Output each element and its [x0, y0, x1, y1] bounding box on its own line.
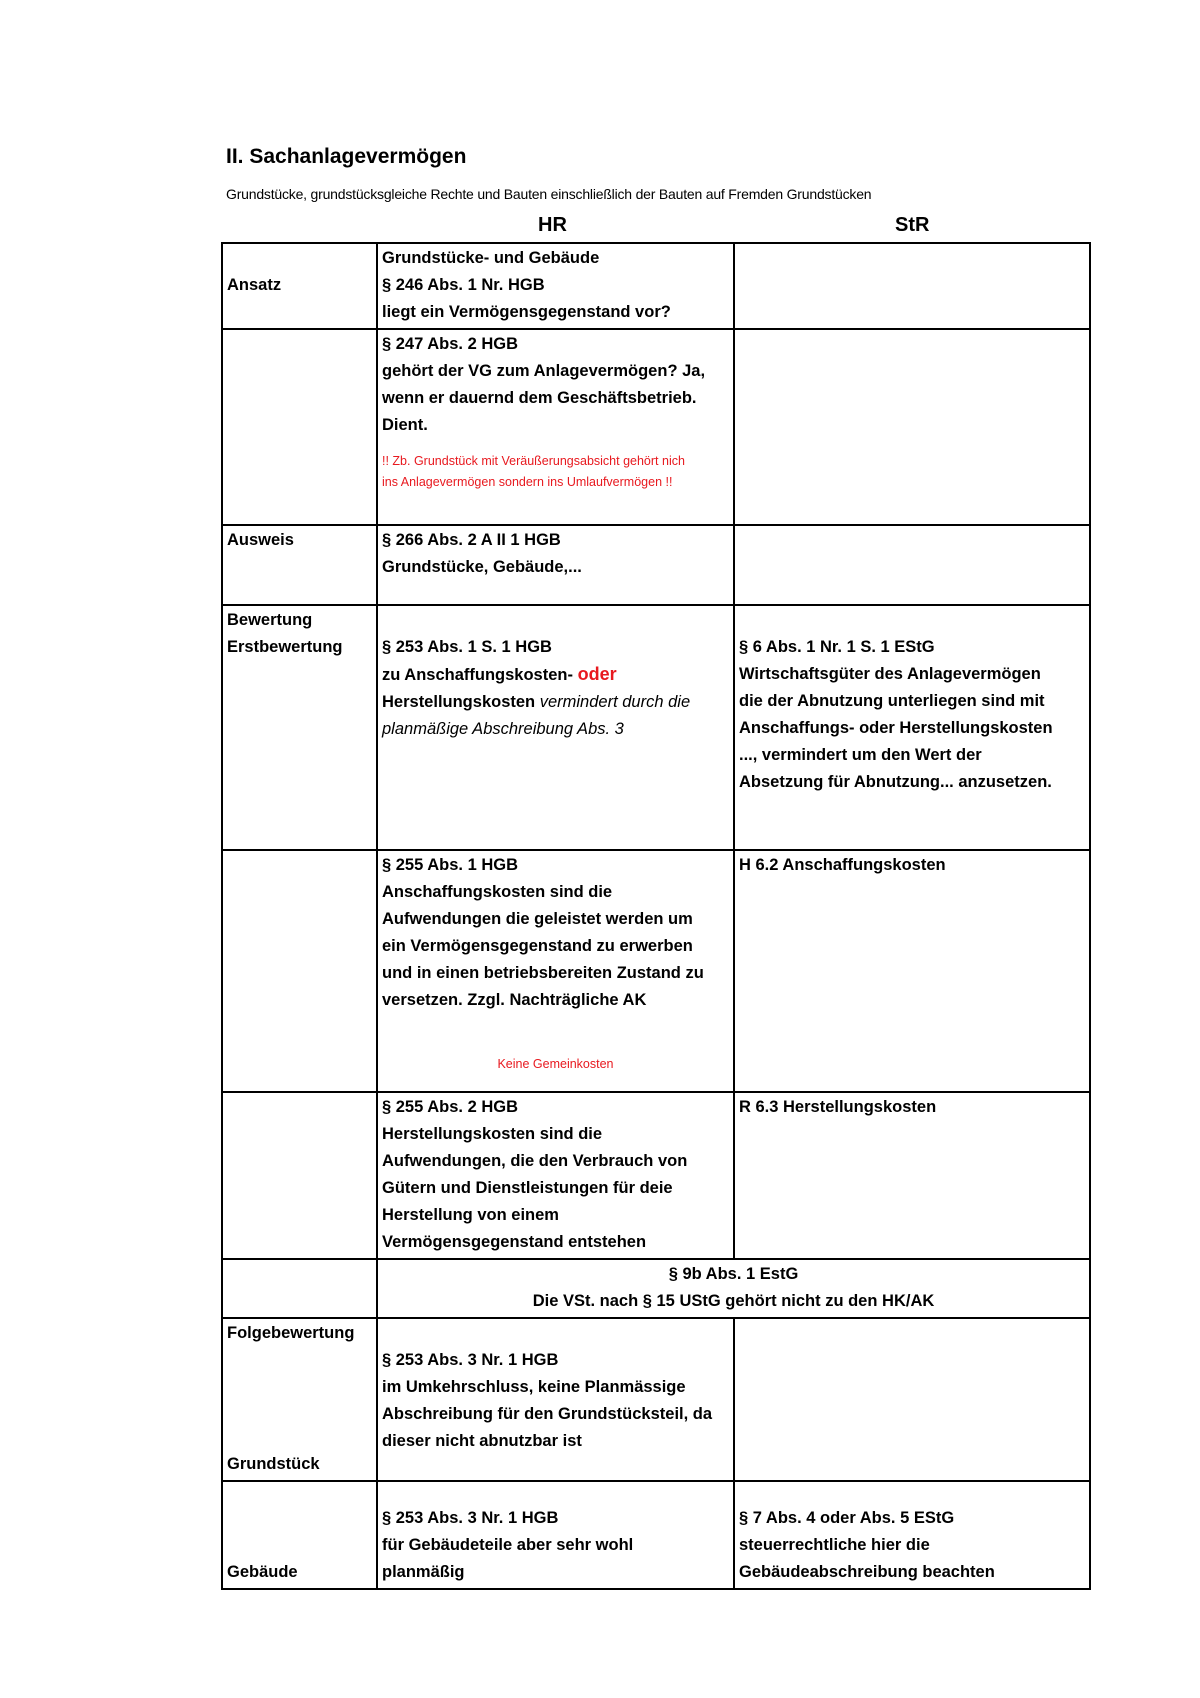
cell-gebaeude-str: [734, 1481, 1090, 1589]
cell-line: Anschaffungskosten sind die: [382, 883, 613, 901]
cell-line: § 247 Abs. 2 HGB: [382, 335, 519, 353]
cell-gebaeude-hr: [377, 1481, 734, 1589]
row-label-gebaeude: [222, 1481, 377, 1589]
row-label-folgebewertung: [222, 1318, 377, 1481]
row-label-ansatz: [222, 243, 377, 329]
cell-line: § 7 Abs. 4 oder Abs. 5 EStG: [739, 1509, 955, 1527]
cell-line: Gebäudeabschreibung beachten: [739, 1563, 995, 1581]
cell-line: Abschreibung für den Grundstücksteil, da: [382, 1405, 713, 1423]
cell-line: Absetzung für Abnutzung... anzusetzen.: [739, 773, 1052, 791]
cell-line: § 253 Abs. 3 Nr. 1 HGB: [382, 1351, 559, 1369]
cell-line: § 9b Abs. 1 EstG: [668, 1265, 799, 1283]
cell-italic-text: planmäßige Abschreibung Abs. 3: [382, 720, 624, 738]
cell-line: § 246 Abs. 1 Nr. HGB: [382, 276, 545, 294]
cell-line: die der Abnutzung unterliegen sind mit: [739, 692, 1045, 710]
cell-line: dieser nicht abnutzbar ist: [382, 1432, 582, 1450]
cell-line: für Gebäudeteile aber sehr wohl: [382, 1536, 634, 1554]
cell-grundstueck-hr: [377, 1318, 734, 1481]
row-label-empty: [222, 329, 377, 525]
cell-line: liegt ein Vermögensgegenstand vor?: [382, 303, 671, 321]
cell-line: [382, 689, 729, 716]
cell-line: Herstellung von einem: [382, 1206, 559, 1224]
cell-line: § 255 Abs. 2 HGB: [382, 1098, 519, 1116]
row-label-empty: [222, 1092, 377, 1259]
cell-line: Grundstücke, Gebäude,...: [382, 558, 582, 576]
cell-line: [382, 661, 729, 689]
cell-ansatz-hr: [377, 243, 734, 329]
row-label-empty: [222, 850, 377, 1092]
cell-ausweis-hr: [377, 525, 734, 605]
cell-line: Aufwendungen, die den Verbrauch von: [382, 1152, 688, 1170]
table-row-ausweis: [222, 525, 1090, 605]
page-subtitle: Grundstücke, grundstücksgleiche Rechte und Bauten einschließlich der Bauten auf Fremden Grundstücken: [226, 186, 872, 202]
row-label-text: Grundstück: [227, 1455, 320, 1473]
row-label-text: Erstbewertung: [227, 638, 343, 656]
cell-anschaffung-hr: [377, 850, 734, 1092]
row-label-text: Bewertung: [227, 611, 313, 629]
cell-italic-text: vermindert durch die: [539, 693, 691, 711]
cell-erstbewertung-str: [734, 605, 1090, 850]
table-row-erstbewertung: [222, 605, 1090, 850]
row-label-text: Folgebewertung: [227, 1324, 355, 1342]
cell-line: Herstellungskosten sind die: [382, 1125, 603, 1143]
column-header-hr: HR: [538, 214, 567, 236]
cell-vorsteuer-merged: [377, 1259, 1090, 1318]
table-row-anschaffungskosten: [222, 850, 1090, 1092]
table-row-gebaeude: [222, 1481, 1090, 1589]
cell-line: § 253 Abs. 3 Nr. 1 HGB: [382, 1509, 559, 1527]
table-row-vorsteuer: [222, 1259, 1090, 1318]
cell-ansatz-str: [734, 243, 1090, 329]
cell-text: Herstellungskosten: [382, 693, 540, 711]
cell-ausweis-str: [734, 525, 1090, 605]
cell-text: zu Anschaffungskosten-: [382, 666, 578, 684]
cell-line: ein Vermögensgegenstand zu erwerben: [382, 937, 693, 955]
row-label-text: Ausweis: [227, 531, 294, 549]
warning-note: ins Anlagevermögen sondern ins Umlaufvermögen !!: [382, 475, 673, 489]
cell-line: gehört der VG zum Anlagevermögen? Ja,: [382, 362, 706, 380]
cell-herstellung-str: [734, 1092, 1090, 1259]
cell-anlage-str: [734, 329, 1090, 525]
row-label-text: Gebäude: [227, 1563, 298, 1581]
cell-herstellung-hr: [377, 1092, 734, 1259]
cell-line: Die VSt. nach § 15 UStG gehört nicht zu den HK/AK: [532, 1292, 935, 1310]
table-row-folgebewertung-grundstueck: [222, 1318, 1090, 1481]
cell-line: Grundstücke- und Gebäude: [382, 249, 600, 267]
table-row-herstellungskosten: [222, 1092, 1090, 1259]
cell-line: ..., vermindert um den Wert der: [739, 746, 982, 764]
cell-line: steuerrechtliche hier die: [739, 1536, 930, 1554]
cell-line: Gütern und Dienstleistungen für deie: [382, 1179, 673, 1197]
highlight-oder: oder: [577, 664, 617, 684]
cell-line: wenn er dauernd dem Geschäftsbetrieb.: [382, 389, 697, 407]
cell-line: § 255 Abs. 1 HGB: [382, 856, 519, 874]
page-title: II. Sachanlagevermögen: [226, 145, 467, 168]
cell-line: Vermögensgegenstand entstehen: [382, 1233, 647, 1251]
cell-line: Dient.: [382, 416, 428, 434]
table-row-anlagevermoegen: [222, 329, 1090, 525]
cell-line: § 253 Abs. 1 S. 1 HGB: [382, 638, 552, 656]
note-keine-gemeinkosten: Keine Gemeinkosten: [497, 1057, 614, 1071]
comparison-table: [221, 242, 1091, 1590]
warning-note: !! Zb. Grundstück mit Veräußerungsabsicht gehört nich: [382, 454, 685, 468]
cell-line: Anschaffungs- oder Herstellungskosten: [739, 719, 1053, 737]
cell-line: R 6.3 Herstellungskosten: [739, 1098, 937, 1116]
cell-line: Aufwendungen die geleistet werden um: [382, 910, 693, 928]
table-row-ansatz: [222, 243, 1090, 329]
cell-anschaffung-str: [734, 850, 1090, 1092]
row-label-text: Ansatz: [227, 276, 282, 294]
cell-line: im Umkehrschluss, keine Planmässige: [382, 1378, 686, 1396]
cell-line: Wirtschaftsgüter des Anlagevermögen: [739, 665, 1041, 683]
cell-line: § 266 Abs. 2 A II 1 HGB: [382, 531, 561, 549]
cell-erstbewertung-hr: [377, 605, 734, 850]
cell-line: und in einen betriebsbereiten Zustand zu: [382, 964, 704, 982]
row-label-ausweis: [222, 525, 377, 605]
cell-anlage-hr: [377, 329, 734, 525]
cell-line: § 6 Abs. 1 Nr. 1 S. 1 EStG: [739, 638, 935, 656]
row-label-erstbewertung: [222, 605, 377, 850]
cell-line: H 6.2 Anschaffungskosten: [739, 856, 946, 874]
row-label-empty: [222, 1259, 377, 1318]
cell-line: versetzen. Zzgl. Nachträgliche AK: [382, 991, 647, 1009]
cell-line: planmäßig: [382, 1563, 465, 1581]
cell-grundstueck-str: [734, 1318, 1090, 1481]
column-header-str: StR: [895, 214, 930, 236]
